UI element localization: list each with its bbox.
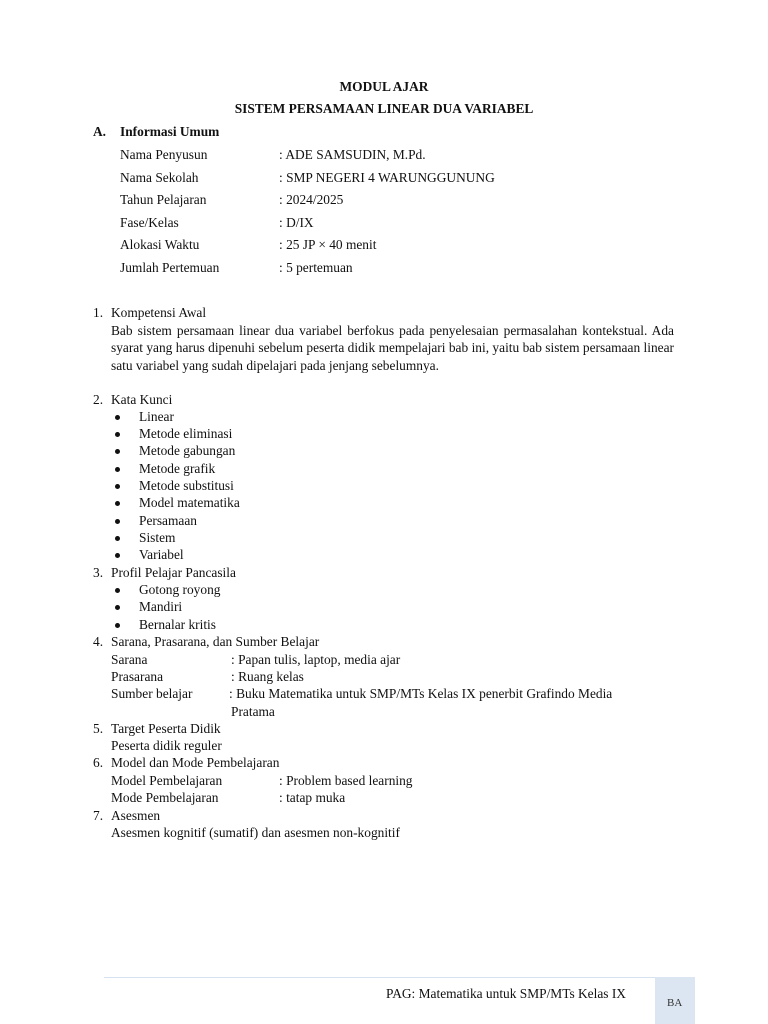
list-item: Metode grafik: [139, 461, 216, 476]
asesmen-text: Asesmen kognitif (sumatif) dan asesmen non-kognitif: [111, 825, 400, 840]
info-value: : SMP NEGERI 4 WARUNGGUNUNG: [279, 170, 495, 185]
list-item: Sistem: [139, 530, 176, 545]
sarana-label: Sarana: [111, 652, 148, 667]
item-number: 1.: [93, 305, 104, 320]
prasarana-value: : Ruang kelas: [231, 669, 304, 684]
footer-box-text: BA: [667, 997, 683, 1009]
info-label: Tahun Pelajaran: [120, 192, 207, 207]
info-value: : ADE SAMSUDIN, M.Pd.: [279, 147, 426, 162]
mode-label: Mode Pembelajaran: [111, 790, 219, 805]
sarana-value: : Papan tulis, laptop, media ajar: [231, 652, 401, 667]
item-title: Target Peserta Didik: [111, 721, 221, 736]
item-title: Kompetensi Awal: [111, 305, 207, 320]
bullet-icon: [115, 519, 120, 524]
item-number: 2.: [93, 392, 104, 407]
bullet-icon: [115, 415, 120, 420]
info-label: Nama Sekolah: [120, 170, 199, 185]
bullet-icon: [115, 588, 120, 593]
list-item: Metode eliminasi: [139, 426, 233, 441]
list-item: Linear: [139, 409, 174, 424]
model-label: Model Pembelajaran: [111, 773, 223, 788]
sumber-value-continued: Pratama: [231, 704, 275, 719]
info-label: Nama Penyusun: [120, 147, 208, 162]
sumber-label: Sumber belajar: [111, 686, 193, 701]
list-item: Variabel: [139, 547, 184, 562]
item-number: 4.: [93, 634, 104, 649]
item-title: Kata Kunci: [111, 392, 173, 407]
bullet-icon: [115, 484, 120, 489]
footer-text: PAG: Matematika untuk SMP/MTs Kelas IX: [386, 986, 626, 1001]
document-title: MODUL AJAR: [339, 79, 429, 94]
model-value: : Problem based learning: [279, 773, 413, 788]
document-subtitle: SISTEM PERSAMAAN LINEAR DUA VARIABEL: [234, 101, 534, 116]
bullet-icon: [115, 623, 120, 628]
list-item: Metode substitusi: [139, 478, 234, 493]
list-item: Mandiri: [139, 599, 183, 614]
item-title: Sarana, Prasarana, dan Sumber Belajar: [111, 634, 320, 649]
item-title: Model dan Mode Pembelajaran: [111, 755, 280, 770]
item-number: 5.: [93, 721, 104, 736]
bullet-icon: [115, 432, 120, 437]
list-item: Persamaan: [139, 513, 198, 528]
list-item: Gotong royong: [139, 582, 221, 597]
footer-divider: [104, 977, 655, 978]
list-item: Bernalar kritis: [139, 617, 216, 632]
item-number: 7.: [93, 808, 104, 823]
prasarana-label: Prasarana: [111, 669, 164, 684]
bullet-icon: [115, 501, 120, 506]
item-title: Asesmen: [111, 808, 161, 823]
section-a-marker: A.: [93, 124, 107, 139]
section-a-heading: Informasi Umum: [120, 124, 220, 139]
list-item: Model matematika: [139, 495, 240, 510]
item-number: 6.: [93, 755, 104, 770]
info-value: : 25 JP × 40 menit: [279, 237, 377, 252]
bullet-icon: [115, 449, 120, 454]
footer-page-box: [655, 977, 695, 1024]
info-value: : D/IX: [279, 215, 314, 230]
item-title: Profil Pelajar Pancasila: [111, 565, 236, 580]
sumber-value: : Buku Matematika untuk SMP/MTs Kelas IX penerbit Grafindo Media: [229, 686, 613, 701]
info-label: Jumlah Pertemuan: [120, 260, 220, 275]
bullet-icon: [115, 553, 120, 558]
info-label: Fase/Kelas: [120, 215, 179, 230]
target-text: Peserta didik reguler: [111, 738, 222, 753]
item-number: 3.: [93, 565, 104, 580]
info-value: : 2024/2025: [279, 192, 344, 207]
bullet-icon: [115, 467, 120, 472]
bullet-icon: [115, 605, 120, 610]
kompetensi-paragraph: Bab sistem persamaan linear dua variabel berfokus pada penyelesaian permasalahan kontekstual. Ada syarat yang harus dipenuhi sebelum peserta didik mempelajari bab ini, yaitu bab sistem persamaan linear satu variabel yang sudah dipelajari pada jenjang sebelumnya.: [111, 323, 674, 373]
list-item: Metode gabungan: [139, 443, 236, 458]
info-value: : 5 pertemuan: [279, 260, 353, 275]
mode-value: : tatap muka: [279, 790, 346, 805]
bullet-icon: [115, 536, 120, 541]
info-label: Alokasi Waktu: [120, 237, 200, 252]
